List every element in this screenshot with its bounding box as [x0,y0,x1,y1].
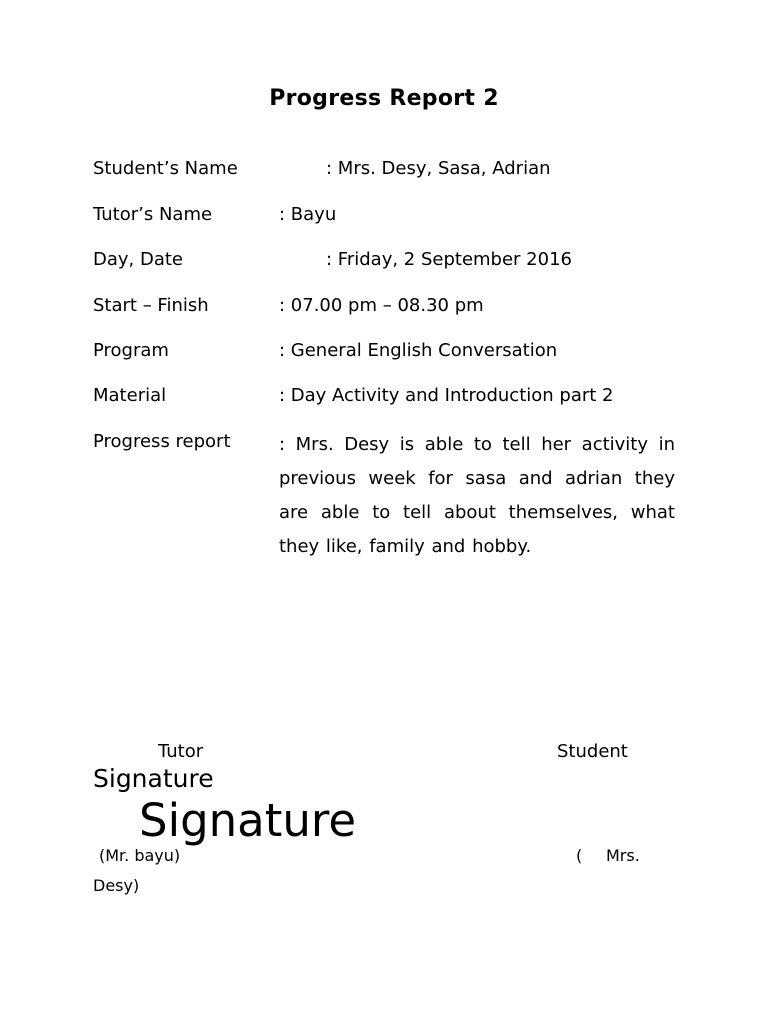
tutor-label: Tutor [158,741,204,762]
field-value: : Day Activity and Introduction part 2 [279,385,614,406]
field-value: : 07.00 pm – 08.30 pm [279,295,484,316]
field-value: : Mrs. Desy, Sasa, Adrian [326,158,551,179]
student-name-part1: Mrs. [606,846,640,865]
field-label: Student’s Name [93,158,238,179]
field-label: Start – Finish [93,295,209,316]
field-value: : Friday, 2 September 2016 [326,249,572,270]
student-name-part2: Desy) [93,876,140,895]
field-label: Progress report [93,431,231,452]
page-title: Progress Report 2 [269,86,499,111]
field-label: Day, Date [93,249,184,270]
tutor-name: (Mr. bayu) [99,846,181,865]
field-label: Tutor’s Name [93,204,213,225]
field-label: Material [93,385,167,406]
student-label: Student [557,741,628,762]
signature-word-small: Signature [93,764,214,793]
field-value: : General English Conversation [279,340,558,361]
field-label: Program [93,340,169,361]
progress-report-text: : Mrs. Desy is able to tell her activity in previous week for sasa and adrian they are able to tell about themselves, what they like, family and hobby. [279,434,675,557]
student-name-open-paren: ( [576,846,583,865]
signature-word-large: Signature [139,794,357,847]
field-value: : Bayu [279,204,337,225]
